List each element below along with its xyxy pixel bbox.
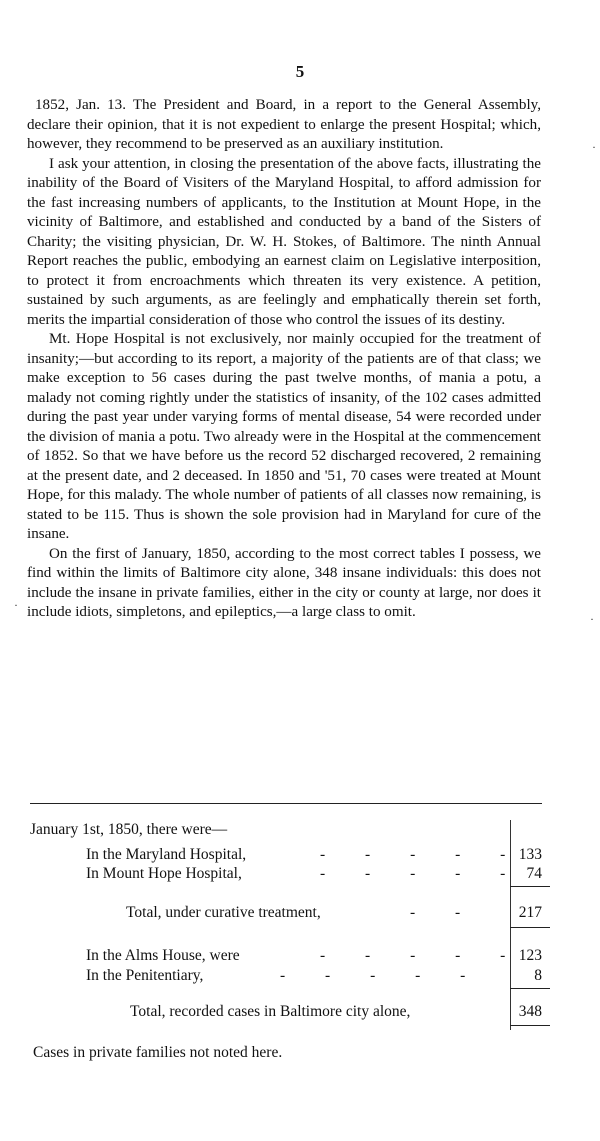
row-leader: - - - - -: [320, 865, 524, 882]
margin-speck: ·: [590, 612, 594, 626]
sum-rule: [510, 988, 550, 989]
table-row-total: [30, 1002, 550, 1022]
row-label: Total, under curative treatment,: [126, 904, 321, 921]
paragraph: Mt. Hope Hospital is not exclusively, nor mainly occupied for the treatment of insanity;—but according to its report, a majority of the patients are of that class; we make exception to 56 cases during the past twelve months, of mania a potu, a malady not coming rightly under the statistics of insanity, of the 102 cases admitted during the past year under varying forms of mental disease, 54 were recorded under the division of mania a potu. Two already were in the Hospital at the commencement of 1852. So that we have before us the record 52 discharged recovered, 2 remaining at the present date, and 2 deceased. In 1850 and '51, 70 cases were treated at Mount Hope, for this malady. The whole number of patients of all classes now remaining, is stated to be 115. Thus is shown the sole provision had in Maryland for cure of the insane.: [27, 331, 541, 542]
row-label: In Mount Hope Hospital,: [86, 865, 242, 882]
margin-speck: ·: [592, 140, 596, 154]
row-label: In the Penitentiary,: [86, 967, 204, 984]
row-leader: - - - - -: [320, 846, 524, 863]
row-value: 8: [534, 967, 542, 984]
row-leader: - - - - -: [320, 947, 524, 964]
page-number: 5: [295, 62, 305, 81]
row-label: Total, recorded cases in Baltimore city alone,: [130, 1003, 411, 1020]
row-value: 348: [518, 1003, 542, 1020]
row-value: 217: [518, 904, 542, 921]
row-value: 133: [518, 846, 542, 863]
sum-rule: [510, 1025, 550, 1026]
table-row: [30, 946, 550, 966]
sum-rule: [510, 927, 550, 928]
row-label: In the Alms House, were: [86, 947, 240, 964]
margin-speck: ·: [14, 598, 18, 612]
section-divider: [30, 803, 542, 804]
footnote: Cases in private families not noted here.: [33, 1044, 283, 1061]
paragraph: I ask your attention, in closing the presentation of the above facts, illustrating the inability of the Board of Visiters of the Maryland Hospital, to afford admission for the fast increasing numbers of applicants, to the Institution at Mount Hope, in the vicinity of Baltimore, and established and conducted by a band of the Sisters of Charity; the visiting physician, Dr. W. H. Stokes, of Baltimore. The ninth Annual Report reaches the public, embodying an earnest claim on Legislative interposition, to protect it from encroachments which threaten its very existence. A petition, sustained by such arguments, as are feelingly and emphatically therein set forth, merits the impartial consideration of those who control the issues of its destiny.: [27, 155, 541, 328]
row-value: 123: [518, 947, 542, 964]
table-row: [30, 845, 550, 865]
table-heading-label: January 1st, 1850, there were—: [30, 821, 228, 838]
row-label: In the Maryland Hospital,: [86, 846, 247, 863]
paragraph: On the first of January, 1850, according to the most correct tables I possess, we find within the limits of Baltimore city alone, 348 insane individuals: this does not include the insane in private families, either in the city or county at large, nor does it include idiots, simpletons, and epileptics,—a large class to omit.: [27, 545, 541, 620]
paragraph: 1852, Jan. 13. The President and Board, in a report to the General Assembly, declare their opinion, that it is not expedient to enlarge the present Hospital; which, however, they recommend to be preserved as an auxiliary institution.: [27, 97, 541, 152]
row-leader: - -: [410, 904, 479, 921]
table-row: [30, 966, 550, 986]
table-row: [30, 864, 550, 884]
body-text: [27, 96, 541, 623]
row-value: 74: [526, 865, 542, 882]
table-row-total: [30, 903, 550, 923]
sum-rule: [510, 886, 550, 887]
table-heading: [30, 820, 550, 840]
row-leader: - - - - -: [280, 967, 484, 984]
